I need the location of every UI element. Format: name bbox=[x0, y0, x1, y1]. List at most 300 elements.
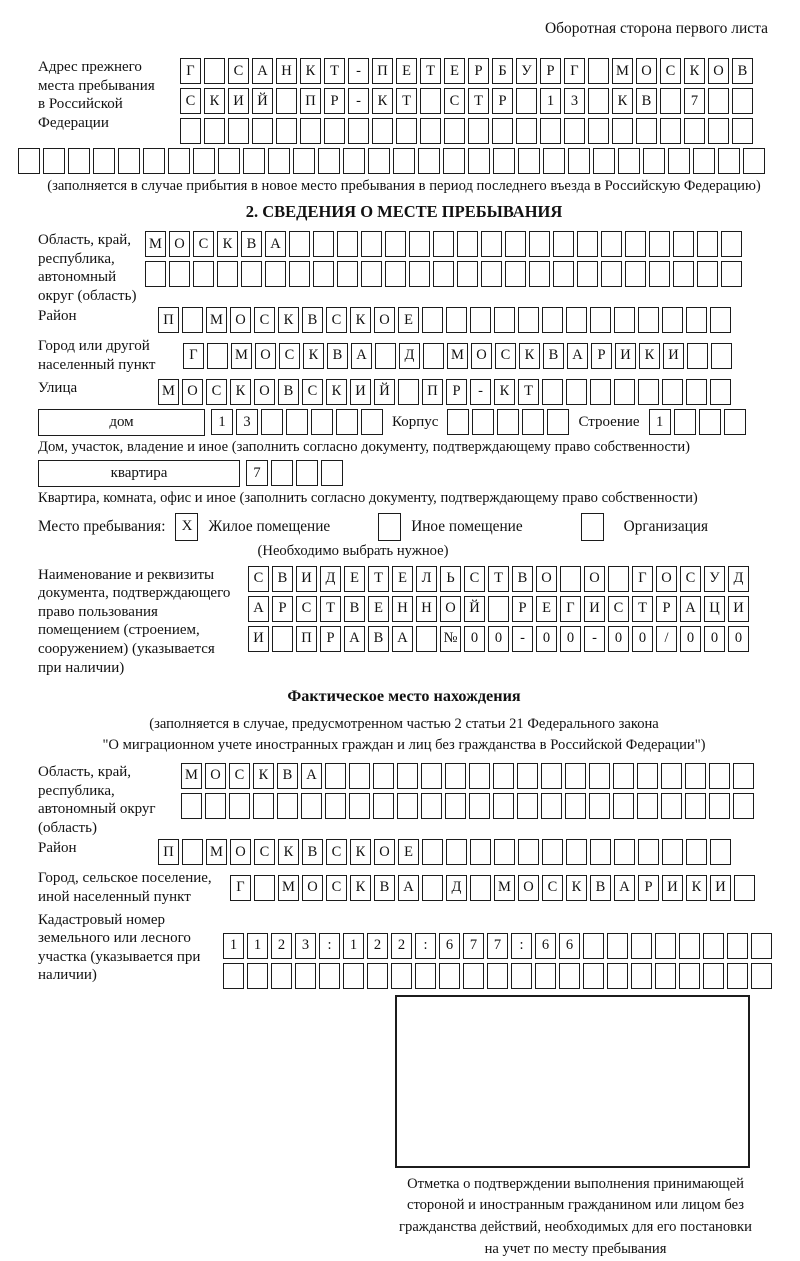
char-cell[interactable]: А bbox=[392, 626, 413, 652]
char-cell[interactable] bbox=[276, 88, 297, 114]
char-cell[interactable] bbox=[337, 261, 358, 287]
char-cell[interactable]: К bbox=[566, 875, 587, 901]
char-cell[interactable] bbox=[182, 307, 203, 333]
char-cell[interactable] bbox=[751, 963, 772, 989]
char-cell[interactable] bbox=[655, 963, 676, 989]
char-cell[interactable]: С bbox=[193, 231, 214, 257]
char-cell[interactable]: С bbox=[248, 566, 269, 592]
char-cell[interactable] bbox=[674, 409, 696, 435]
char-cell[interactable] bbox=[420, 118, 441, 144]
char-cell[interactable]: К bbox=[350, 875, 371, 901]
char-cell[interactable] bbox=[457, 231, 478, 257]
char-cell[interactable]: В bbox=[327, 343, 348, 369]
char-cell[interactable]: - bbox=[348, 88, 369, 114]
char-cell[interactable] bbox=[385, 261, 406, 287]
char-cell[interactable] bbox=[655, 933, 676, 959]
char-cell[interactable] bbox=[679, 933, 700, 959]
char-cell[interactable] bbox=[684, 118, 705, 144]
char-cell[interactable]: : bbox=[415, 933, 436, 959]
char-cell[interactable] bbox=[668, 148, 690, 174]
char-cell[interactable] bbox=[193, 261, 214, 287]
char-cell[interactable] bbox=[348, 118, 369, 144]
char-cell[interactable]: 1 bbox=[343, 933, 364, 959]
char-cell[interactable]: С bbox=[444, 88, 465, 114]
char-cell[interactable]: А bbox=[248, 596, 269, 622]
char-cell[interactable]: К bbox=[217, 231, 238, 257]
char-cell[interactable] bbox=[517, 763, 538, 789]
char-cell[interactable]: В bbox=[302, 839, 323, 865]
char-cell[interactable]: 0 bbox=[536, 626, 557, 652]
char-cell[interactable] bbox=[727, 933, 748, 959]
char-cell[interactable] bbox=[391, 963, 412, 989]
char-cell[interactable] bbox=[638, 839, 659, 865]
char-cell[interactable] bbox=[207, 343, 228, 369]
char-cell[interactable] bbox=[590, 307, 611, 333]
char-cell[interactable]: Р bbox=[591, 343, 612, 369]
char-cell[interactable]: Е bbox=[392, 566, 413, 592]
char-cell[interactable] bbox=[168, 148, 190, 174]
char-cell[interactable]: К bbox=[303, 343, 324, 369]
char-cell[interactable] bbox=[721, 231, 742, 257]
char-cell[interactable]: В bbox=[636, 88, 657, 114]
char-cell[interactable] bbox=[638, 307, 659, 333]
char-cell[interactable] bbox=[661, 763, 682, 789]
char-cell[interactable] bbox=[445, 763, 466, 789]
char-cell[interactable] bbox=[685, 763, 706, 789]
char-cell[interactable] bbox=[614, 839, 635, 865]
char-cell[interactable]: О bbox=[255, 343, 276, 369]
char-cell[interactable] bbox=[470, 839, 491, 865]
char-cell[interactable] bbox=[446, 307, 467, 333]
char-cell[interactable] bbox=[708, 118, 729, 144]
char-cell[interactable]: И bbox=[710, 875, 731, 901]
char-cell[interactable]: П bbox=[422, 379, 443, 405]
char-cell[interactable]: А bbox=[680, 596, 701, 622]
char-cell[interactable] bbox=[229, 793, 250, 819]
char-cell[interactable] bbox=[393, 148, 415, 174]
char-cell[interactable] bbox=[601, 231, 622, 257]
char-cell[interactable] bbox=[272, 626, 293, 652]
char-cell[interactable]: М bbox=[206, 307, 227, 333]
char-cell[interactable]: М bbox=[145, 231, 166, 257]
char-cell[interactable]: 7 bbox=[246, 460, 268, 486]
char-cell[interactable] bbox=[685, 793, 706, 819]
char-cell[interactable] bbox=[718, 148, 740, 174]
char-cell[interactable] bbox=[517, 793, 538, 819]
char-cell[interactable]: Ь bbox=[440, 566, 461, 592]
char-cell[interactable] bbox=[614, 307, 635, 333]
char-cell[interactable] bbox=[343, 148, 365, 174]
char-cell[interactable] bbox=[710, 379, 731, 405]
char-cell[interactable]: О bbox=[374, 839, 395, 865]
char-cell[interactable]: Т bbox=[518, 379, 539, 405]
char-cell[interactable] bbox=[416, 626, 437, 652]
char-cell[interactable] bbox=[593, 148, 615, 174]
char-cell[interactable] bbox=[43, 148, 65, 174]
char-cell[interactable]: Е bbox=[398, 307, 419, 333]
char-cell[interactable] bbox=[662, 379, 683, 405]
char-cell[interactable] bbox=[679, 963, 700, 989]
char-cell[interactable] bbox=[492, 118, 513, 144]
char-cell[interactable] bbox=[253, 793, 274, 819]
char-cell[interactable] bbox=[607, 963, 628, 989]
char-cell[interactable]: Р bbox=[272, 596, 293, 622]
char-cell[interactable] bbox=[590, 839, 611, 865]
char-cell[interactable]: / bbox=[656, 626, 677, 652]
char-cell[interactable]: С bbox=[229, 763, 250, 789]
char-cell[interactable] bbox=[217, 261, 238, 287]
char-cell[interactable] bbox=[518, 148, 540, 174]
char-cell[interactable]: У bbox=[516, 58, 537, 84]
char-cell[interactable]: 1 bbox=[540, 88, 561, 114]
char-cell[interactable] bbox=[516, 88, 537, 114]
char-cell[interactable] bbox=[625, 231, 646, 257]
char-cell[interactable]: С bbox=[180, 88, 201, 114]
char-cell[interactable]: О bbox=[230, 307, 251, 333]
char-cell[interactable]: 0 bbox=[632, 626, 653, 652]
char-cell[interactable] bbox=[529, 261, 550, 287]
char-cell[interactable] bbox=[277, 793, 298, 819]
char-cell[interactable] bbox=[271, 460, 293, 486]
char-cell[interactable]: Й bbox=[374, 379, 395, 405]
char-cell[interactable]: 0 bbox=[560, 626, 581, 652]
char-cell[interactable] bbox=[182, 839, 203, 865]
char-cell[interactable]: № bbox=[440, 626, 461, 652]
char-cell[interactable] bbox=[497, 409, 519, 435]
char-cell[interactable] bbox=[243, 148, 265, 174]
char-cell[interactable] bbox=[583, 963, 604, 989]
char-cell[interactable] bbox=[553, 261, 574, 287]
char-cell[interactable]: В bbox=[277, 763, 298, 789]
char-cell[interactable] bbox=[268, 148, 290, 174]
char-cell[interactable] bbox=[289, 231, 310, 257]
char-cell[interactable]: Т bbox=[368, 566, 389, 592]
char-cell[interactable]: К bbox=[326, 379, 347, 405]
char-cell[interactable] bbox=[385, 231, 406, 257]
char-cell[interactable] bbox=[637, 763, 658, 789]
char-cell[interactable] bbox=[564, 118, 585, 144]
char-cell[interactable]: К bbox=[494, 379, 515, 405]
char-cell[interactable]: О bbox=[471, 343, 492, 369]
char-cell[interactable]: О bbox=[182, 379, 203, 405]
char-cell[interactable]: С bbox=[495, 343, 516, 369]
char-cell[interactable] bbox=[686, 839, 707, 865]
char-cell[interactable]: Р bbox=[492, 88, 513, 114]
char-cell[interactable] bbox=[373, 793, 394, 819]
char-cell[interactable]: А bbox=[614, 875, 635, 901]
char-cell[interactable]: К bbox=[686, 875, 707, 901]
char-cell[interactable] bbox=[169, 261, 190, 287]
char-cell[interactable] bbox=[325, 793, 346, 819]
char-cell[interactable] bbox=[241, 261, 262, 287]
char-cell[interactable]: 3 bbox=[295, 933, 316, 959]
char-cell[interactable]: Й bbox=[464, 596, 485, 622]
char-cell[interactable]: 7 bbox=[487, 933, 508, 959]
char-cell[interactable] bbox=[649, 261, 670, 287]
char-cell[interactable] bbox=[409, 261, 430, 287]
char-cell[interactable]: О bbox=[536, 566, 557, 592]
char-cell[interactable]: Г bbox=[183, 343, 204, 369]
char-cell[interactable] bbox=[271, 963, 292, 989]
char-cell[interactable]: В bbox=[543, 343, 564, 369]
char-cell[interactable] bbox=[409, 231, 430, 257]
char-cell[interactable] bbox=[541, 763, 562, 789]
char-cell[interactable] bbox=[289, 261, 310, 287]
char-cell[interactable]: Н bbox=[392, 596, 413, 622]
char-cell[interactable] bbox=[180, 118, 201, 144]
char-cell[interactable]: М bbox=[278, 875, 299, 901]
char-cell[interactable] bbox=[589, 793, 610, 819]
char-cell[interactable]: 2 bbox=[271, 933, 292, 959]
char-cell[interactable] bbox=[457, 261, 478, 287]
char-cell[interactable] bbox=[601, 261, 622, 287]
char-cell[interactable] bbox=[118, 148, 140, 174]
char-cell[interactable] bbox=[422, 875, 443, 901]
char-cell[interactable] bbox=[286, 409, 308, 435]
char-cell[interactable] bbox=[93, 148, 115, 174]
char-cell[interactable]: О bbox=[302, 875, 323, 901]
char-cell[interactable] bbox=[422, 839, 443, 865]
char-cell[interactable] bbox=[324, 118, 345, 144]
char-cell[interactable] bbox=[721, 261, 742, 287]
char-cell[interactable] bbox=[494, 307, 515, 333]
char-cell[interactable]: И bbox=[663, 343, 684, 369]
char-cell[interactable]: М bbox=[206, 839, 227, 865]
char-cell[interactable] bbox=[349, 763, 370, 789]
char-cell[interactable] bbox=[637, 793, 658, 819]
char-cell[interactable] bbox=[631, 963, 652, 989]
char-cell[interactable]: В bbox=[368, 626, 389, 652]
char-cell[interactable] bbox=[577, 261, 598, 287]
char-cell[interactable]: С bbox=[680, 566, 701, 592]
char-cell[interactable]: 6 bbox=[439, 933, 460, 959]
char-cell[interactable] bbox=[293, 148, 315, 174]
char-cell[interactable]: В bbox=[272, 566, 293, 592]
char-cell[interactable]: С bbox=[279, 343, 300, 369]
char-cell[interactable] bbox=[470, 307, 491, 333]
char-cell[interactable] bbox=[487, 963, 508, 989]
char-cell[interactable]: Т bbox=[488, 566, 509, 592]
char-cell[interactable] bbox=[613, 763, 634, 789]
char-cell[interactable]: М bbox=[158, 379, 179, 405]
char-cell[interactable] bbox=[566, 379, 587, 405]
char-cell[interactable] bbox=[433, 261, 454, 287]
char-cell[interactable] bbox=[697, 231, 718, 257]
char-cell[interactable] bbox=[472, 409, 494, 435]
char-cell[interactable] bbox=[313, 231, 334, 257]
char-cell[interactable]: У bbox=[704, 566, 725, 592]
char-cell[interactable] bbox=[481, 261, 502, 287]
char-cell[interactable] bbox=[687, 343, 708, 369]
char-cell[interactable] bbox=[661, 793, 682, 819]
char-cell[interactable]: С bbox=[326, 307, 347, 333]
char-cell[interactable]: С bbox=[660, 58, 681, 84]
char-cell[interactable] bbox=[439, 963, 460, 989]
char-cell[interactable] bbox=[68, 148, 90, 174]
char-cell[interactable] bbox=[529, 231, 550, 257]
stay-type-checkbox-organization[interactable] bbox=[581, 513, 604, 541]
char-cell[interactable]: И bbox=[615, 343, 636, 369]
char-cell[interactable]: К bbox=[253, 763, 274, 789]
char-cell[interactable] bbox=[590, 379, 611, 405]
char-cell[interactable] bbox=[276, 118, 297, 144]
char-cell[interactable] bbox=[396, 118, 417, 144]
char-cell[interactable] bbox=[535, 963, 556, 989]
char-cell[interactable] bbox=[608, 566, 629, 592]
char-cell[interactable] bbox=[252, 118, 273, 144]
char-cell[interactable] bbox=[463, 963, 484, 989]
char-cell[interactable]: О bbox=[205, 763, 226, 789]
char-cell[interactable]: А bbox=[344, 626, 365, 652]
char-cell[interactable]: А bbox=[398, 875, 419, 901]
char-cell[interactable]: Р bbox=[656, 596, 677, 622]
char-cell[interactable]: Р bbox=[540, 58, 561, 84]
char-cell[interactable]: О bbox=[374, 307, 395, 333]
char-cell[interactable] bbox=[710, 839, 731, 865]
char-cell[interactable]: О bbox=[636, 58, 657, 84]
char-cell[interactable] bbox=[321, 460, 343, 486]
char-cell[interactable] bbox=[505, 261, 526, 287]
char-cell[interactable] bbox=[511, 963, 532, 989]
char-cell[interactable] bbox=[418, 148, 440, 174]
char-cell[interactable] bbox=[565, 793, 586, 819]
char-cell[interactable] bbox=[618, 148, 640, 174]
char-cell[interactable] bbox=[493, 763, 514, 789]
char-cell[interactable]: О bbox=[708, 58, 729, 84]
char-cell[interactable]: С bbox=[326, 839, 347, 865]
char-cell[interactable] bbox=[577, 231, 598, 257]
char-cell[interactable]: Т bbox=[468, 88, 489, 114]
char-cell[interactable]: 1 bbox=[247, 933, 268, 959]
char-cell[interactable] bbox=[743, 148, 765, 174]
char-cell[interactable] bbox=[547, 409, 569, 435]
char-cell[interactable] bbox=[494, 839, 515, 865]
char-cell[interactable] bbox=[319, 963, 340, 989]
char-cell[interactable] bbox=[703, 963, 724, 989]
char-cell[interactable]: Н bbox=[276, 58, 297, 84]
char-cell[interactable]: В bbox=[590, 875, 611, 901]
char-cell[interactable] bbox=[733, 763, 754, 789]
char-cell[interactable] bbox=[708, 88, 729, 114]
char-cell[interactable] bbox=[493, 793, 514, 819]
char-cell[interactable] bbox=[588, 118, 609, 144]
char-cell[interactable] bbox=[673, 231, 694, 257]
char-cell[interactable]: 2 bbox=[367, 933, 388, 959]
char-cell[interactable] bbox=[318, 148, 340, 174]
char-cell[interactable] bbox=[181, 793, 202, 819]
char-cell[interactable]: Н bbox=[416, 596, 437, 622]
char-cell[interactable]: 0 bbox=[680, 626, 701, 652]
char-cell[interactable] bbox=[433, 231, 454, 257]
char-cell[interactable] bbox=[543, 148, 565, 174]
char-cell[interactable]: Е bbox=[398, 839, 419, 865]
char-cell[interactable] bbox=[469, 793, 490, 819]
char-cell[interactable]: К bbox=[612, 88, 633, 114]
char-cell[interactable] bbox=[613, 793, 634, 819]
char-cell[interactable] bbox=[693, 148, 715, 174]
char-cell[interactable]: М bbox=[447, 343, 468, 369]
char-cell[interactable] bbox=[361, 409, 383, 435]
char-cell[interactable] bbox=[631, 933, 652, 959]
char-cell[interactable] bbox=[443, 148, 465, 174]
char-cell[interactable] bbox=[588, 88, 609, 114]
char-cell[interactable] bbox=[516, 118, 537, 144]
char-cell[interactable]: 1 bbox=[649, 409, 671, 435]
char-cell[interactable]: 0 bbox=[608, 626, 629, 652]
char-cell[interactable] bbox=[607, 933, 628, 959]
char-cell[interactable] bbox=[711, 343, 732, 369]
char-cell[interactable]: Р bbox=[446, 379, 467, 405]
char-cell[interactable]: В bbox=[344, 596, 365, 622]
char-cell[interactable] bbox=[468, 118, 489, 144]
char-cell[interactable]: 0 bbox=[704, 626, 725, 652]
char-cell[interactable] bbox=[422, 307, 443, 333]
char-cell[interactable] bbox=[568, 148, 590, 174]
char-cell[interactable] bbox=[295, 963, 316, 989]
char-cell[interactable]: Ц bbox=[704, 596, 725, 622]
char-cell[interactable] bbox=[518, 307, 539, 333]
char-cell[interactable]: М bbox=[612, 58, 633, 84]
char-cell[interactable] bbox=[673, 261, 694, 287]
char-cell[interactable] bbox=[542, 379, 563, 405]
char-cell[interactable] bbox=[420, 88, 441, 114]
char-cell[interactable] bbox=[589, 763, 610, 789]
char-cell[interactable]: В bbox=[241, 231, 262, 257]
char-cell[interactable] bbox=[542, 307, 563, 333]
char-cell[interactable] bbox=[559, 963, 580, 989]
char-cell[interactable]: В bbox=[302, 307, 323, 333]
char-cell[interactable]: О bbox=[254, 379, 275, 405]
char-cell[interactable]: Т bbox=[396, 88, 417, 114]
char-cell[interactable] bbox=[218, 148, 240, 174]
char-cell[interactable]: И bbox=[728, 596, 749, 622]
char-cell[interactable]: К bbox=[204, 88, 225, 114]
char-cell[interactable] bbox=[583, 933, 604, 959]
char-cell[interactable] bbox=[421, 793, 442, 819]
char-cell[interactable]: М bbox=[181, 763, 202, 789]
char-cell[interactable]: Е bbox=[444, 58, 465, 84]
char-cell[interactable]: А bbox=[265, 231, 286, 257]
char-cell[interactable]: М bbox=[494, 875, 515, 901]
char-cell[interactable] bbox=[660, 118, 681, 144]
char-cell[interactable] bbox=[469, 763, 490, 789]
char-cell[interactable]: М bbox=[231, 343, 252, 369]
char-cell[interactable]: Т bbox=[320, 596, 341, 622]
char-cell[interactable] bbox=[204, 118, 225, 144]
char-cell[interactable]: И bbox=[662, 875, 683, 901]
char-cell[interactable] bbox=[343, 963, 364, 989]
char-cell[interactable]: : bbox=[511, 933, 532, 959]
char-cell[interactable] bbox=[254, 875, 275, 901]
char-cell[interactable] bbox=[470, 875, 491, 901]
char-cell[interactable]: О bbox=[656, 566, 677, 592]
char-cell[interactable] bbox=[727, 963, 748, 989]
char-cell[interactable]: О bbox=[169, 231, 190, 257]
char-cell[interactable] bbox=[397, 793, 418, 819]
char-cell[interactable]: К bbox=[684, 58, 705, 84]
char-cell[interactable]: Г bbox=[632, 566, 653, 592]
char-cell[interactable] bbox=[300, 118, 321, 144]
char-cell[interactable] bbox=[566, 839, 587, 865]
char-cell[interactable] bbox=[143, 148, 165, 174]
char-cell[interactable]: С bbox=[608, 596, 629, 622]
char-cell[interactable] bbox=[660, 88, 681, 114]
char-cell[interactable] bbox=[566, 307, 587, 333]
char-cell[interactable] bbox=[488, 596, 509, 622]
char-cell[interactable]: Л bbox=[416, 566, 437, 592]
stay-type-checkbox-other[interactable] bbox=[378, 513, 401, 541]
char-cell[interactable] bbox=[481, 231, 502, 257]
